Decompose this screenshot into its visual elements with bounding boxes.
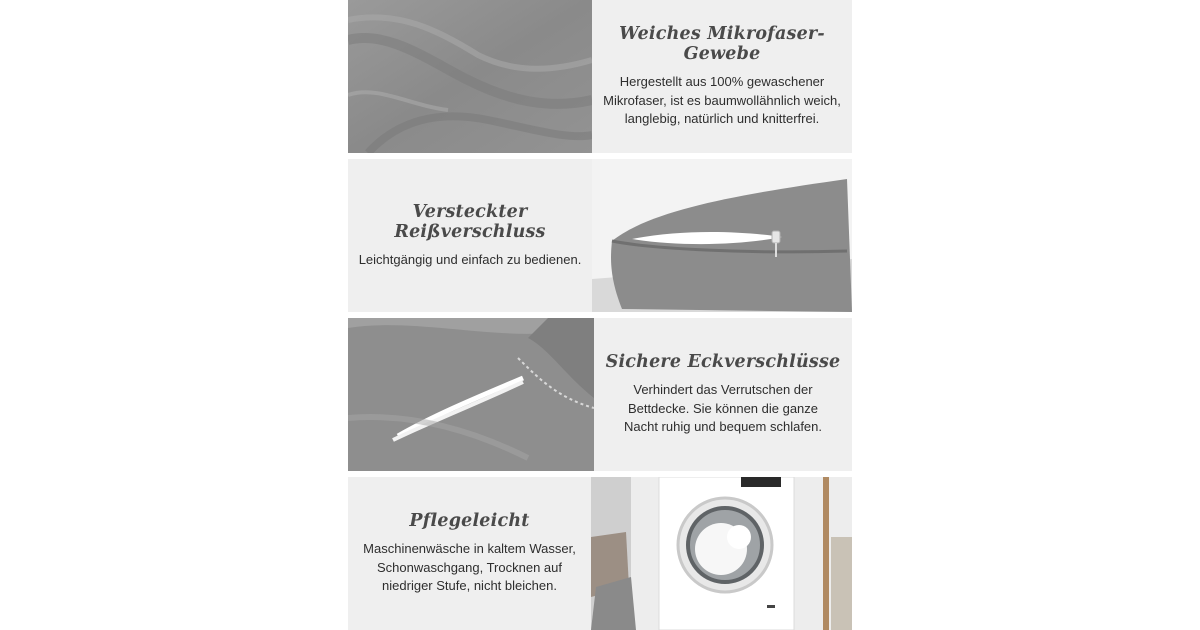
feature-title: Weiches Mikrofaser-Gewebe [619, 24, 825, 65]
washing-machine-photo [591, 477, 852, 630]
feature-panel-zipper [348, 159, 852, 312]
feature-panel-fabric [348, 0, 852, 153]
feature-text-zipper [348, 159, 592, 312]
fabric-photo [348, 0, 592, 153]
feature-text-corner-ties [594, 318, 852, 471]
feature-description: Leichtgängig und einfach zu bedienen. [358, 251, 582, 267]
feature-title: Sichere Eckverschlüsse [605, 352, 841, 373]
feature-title: Pflegeleicht [409, 511, 530, 532]
feature-text-fabric [592, 0, 852, 153]
feature-description: Maschinenwäsche in kaltem Wasser, Schonwaschgang, Trocknen auf niedriger Stufe, nicht bleichen. [363, 541, 576, 594]
zipper-photo [592, 159, 852, 312]
feature-title: Versteckter Reißverschluss [394, 201, 546, 242]
feature-description: Verhindert das Verrutschen der Bettdecke. Sie können die ganze Nacht ruhig und bequem schlafen. [623, 382, 822, 435]
feature-description: Hergestellt aus 100% gewaschener Mikrofaser, ist es baumwollähnlich weich, langlebig, natürlich und knitterfrei. [603, 74, 841, 127]
feature-text-care [348, 477, 591, 630]
corner-ties-photo [348, 318, 594, 471]
feature-panel-care [348, 477, 852, 630]
feature-panel-corner-ties [348, 318, 852, 471]
